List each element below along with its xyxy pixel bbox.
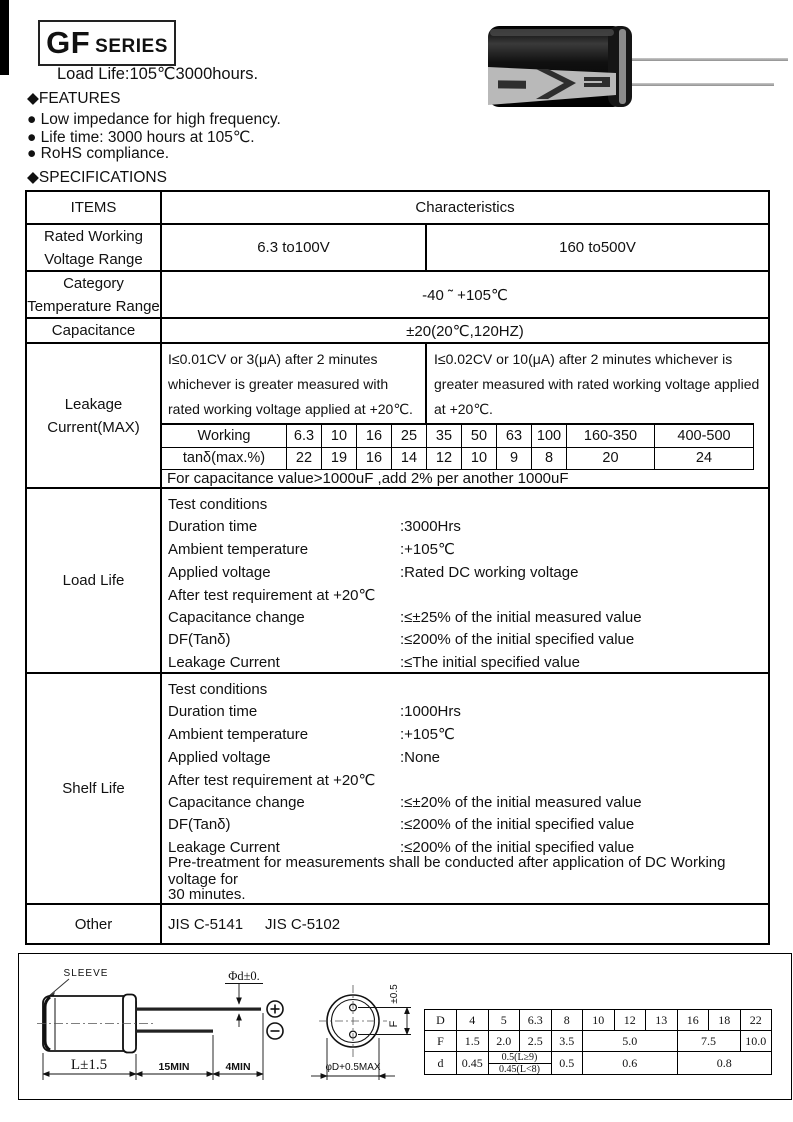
capacitor-seal-ring <box>619 29 626 104</box>
lead-length-dim-label: 15MIN <box>158 1061 190 1073</box>
leakage-high-voltage-text: I≤0.02CV or 10(μA) after 2 minutes whichever is greater measured with rated working voltage applied at +20℃. <box>434 351 760 417</box>
voltage-row <box>27 225 768 272</box>
body-highlight <box>490 29 614 36</box>
lead-top <box>136 1008 261 1011</box>
leakage-label-cell: Leakage Current(MAX) <box>27 344 162 487</box>
specifications-table <box>25 190 770 945</box>
features-heading: ◆FEATURES <box>27 90 121 107</box>
load-life-subtitle: Load Life:105℃3000hours. <box>57 65 259 83</box>
leakage-low-voltage-text: I≤0.01CV or 3(μA) after 2 minutes whichever is greater measured with rated working voltage applied at +20℃. <box>162 344 427 423</box>
capacitor-photo <box>480 15 793 115</box>
dim-table-row-D: D 4 5 6.3 8 10 12 13 16 18 22 <box>425 1010 772 1031</box>
dim-d-split-cell: 0.5(L≥9) 0.45(L<8) <box>488 1052 551 1075</box>
sleeve-leader-line <box>49 979 69 996</box>
other-value-cell: JIS C-5141 JIS C-5102 <box>168 915 341 933</box>
capacitance-label-cell: Capacitance <box>27 319 162 342</box>
table-header-row <box>27 192 768 225</box>
lead-bottom <box>136 1030 213 1033</box>
dimensions-drawing-section <box>18 953 792 1100</box>
items-header-label: ITEMS <box>70 199 117 216</box>
capacitor-lead-top <box>630 58 788 61</box>
feature-item-1: ● Low impedance for high frequency. <box>27 111 281 128</box>
characteristics-header-label: Characteristics <box>415 199 515 216</box>
case-diameter-label: φD+0.5MAX <box>325 1062 381 1073</box>
leakage-row <box>27 344 768 489</box>
tan-delta-table <box>162 423 754 470</box>
voltage-low-cell: 6.3 to100V <box>162 225 427 270</box>
feature-item-3: ● RoHS compliance. <box>27 145 170 162</box>
shelf-life-row: Shelf Life Test conditions Duration time :1000Hrs Ambient temperature :+105℃ Applied voltage :None After test requirement at +20℃ Capacitance change :≤±20% of the initial measured value DF(Tanδ) :≤200% of the initial specified value Leakage Current :≤200% of the initial specified value Pre-treatment for measurements shall be conducted after application of DC Working voltage for 30 minutes. <box>27 674 768 905</box>
polarity-plus-icon <box>267 1001 283 1018</box>
series-name: GF <box>46 25 91 60</box>
dimension-table <box>424 1009 772 1075</box>
lead-diameter-label: Φd±0. <box>228 969 260 983</box>
dim-table-row-F: F 1.5 2.0 2.5 3.5 5.0 7.5 10.0 <box>425 1031 772 1052</box>
band-mark-left <box>498 80 526 88</box>
lead-offset-dim-label: 4MIN <box>225 1061 251 1073</box>
shelf-life-note-line1: Pre-treatment for measurements shall be conducted after application of DC Working voltage for <box>168 853 726 888</box>
temperature-value-cell: -40 ˜ +105℃ <box>422 286 508 304</box>
lead-spacing-tolerance-label: ±0.5 <box>389 984 400 1004</box>
items-header-cell <box>27 192 162 223</box>
lead-spacing-dim-label: F <box>388 1020 400 1028</box>
other-row <box>27 905 768 943</box>
other-label-cell: Other <box>27 905 162 943</box>
specifications-heading: ◆SPECIFICATIONS <box>27 169 167 186</box>
voltage-label-cell: Rated Working Voltage Range <box>27 225 162 270</box>
working-voltage-row: Working 6.3 10 16 25 35 50 63 100 160-350 400-500 <box>162 425 753 447</box>
series-title-box <box>38 20 176 66</box>
tan-delta-values-row: tanδ(max.%) 22 19 16 14 12 10 9 8 20 24 <box>162 447 753 470</box>
dim-table-row-d: d 0.45 0.5(L≥9) 0.45(L<8) 0.5 0.6 0.8 <box>425 1052 772 1075</box>
temperature-row <box>27 272 768 319</box>
shelf-life-label-cell: Shelf Life <box>27 674 162 903</box>
capacitance-row <box>27 319 768 344</box>
temperature-label-cell: Category Temperature Range <box>27 272 162 317</box>
sleeve-label: SLEEVE <box>63 968 109 979</box>
voltage-high-cell: 160 to500V <box>559 239 636 256</box>
shelf-life-note-line2: 30 minutes. <box>168 885 246 903</box>
feature-item-2: ● Life time: 3000 hours at 105℃. <box>27 129 255 146</box>
capacitor-lead-bottom <box>630 83 774 86</box>
load-life-label-cell: Load Life <box>27 489 162 672</box>
series-suffix: SERIES <box>95 35 168 57</box>
leakage-note: For capacitance value>1000uF ,add 2% per another 1000uF <box>167 470 569 487</box>
characteristics-header-cell <box>162 192 768 223</box>
load-life-row: Load Life Test conditions Duration time :3000Hrs Ambient temperature :+105℃ Applied voltage :Rated DC working voltage After test requirement at +20℃ Capacitance change :≤±25% of the initial measured value DF(Tanδ) :≤200% of the initial specified value Leakage Current :≤The initial specified value <box>27 489 768 674</box>
scan-artifact-bar <box>0 0 9 75</box>
body-length-dim-label: L±1.5 <box>70 1057 108 1073</box>
polarity-minus-icon <box>267 1023 283 1040</box>
capacitance-value-cell: ±20(20℃,120HZ) <box>406 322 524 340</box>
